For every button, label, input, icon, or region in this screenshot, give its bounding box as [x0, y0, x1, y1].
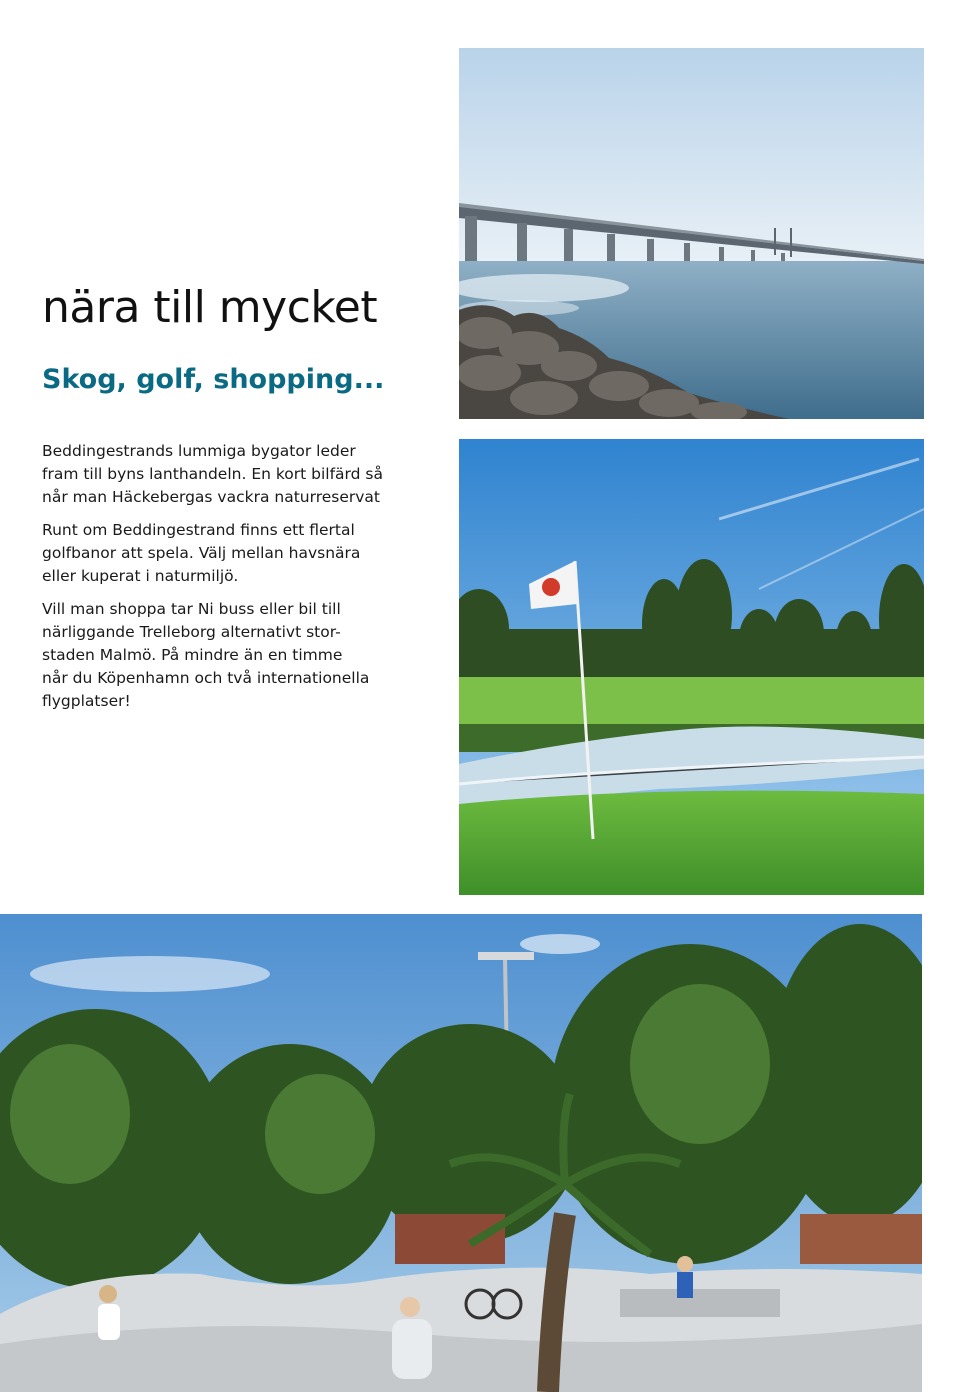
paragraph-golf: [42, 519, 387, 588]
paragraph-line: når man Häckebergas vackra naturreservat: [42, 488, 381, 506]
page-subtitle: Skog, golf, shopping...: [42, 364, 385, 395]
paragraph-line: golfbanor att spela. Välj mellan havsnära: [42, 544, 361, 562]
paragraph-line: når du Köpenhamn och två internationella: [42, 669, 370, 687]
paragraph-line: eller kuperat i naturmiljö.: [42, 567, 239, 585]
golf-course-photo: [459, 439, 924, 895]
page-title: nära till mycket: [42, 282, 378, 333]
paragraph-line: Beddingestrands lummiga bygator leder: [42, 442, 356, 460]
skatepark-photo: [0, 914, 922, 1392]
paragraph-line: Vill man shoppa tar Ni buss eller bil till: [42, 600, 341, 618]
paragraph-line: staden Malmö. På mindre än en timme: [42, 646, 343, 664]
bridge-sea-photo: [459, 48, 924, 419]
paragraph-line: flygplatser!: [42, 692, 131, 710]
paragraph-shopping: [42, 598, 387, 713]
paragraph-line: fram till byns lanthandeln. En kort bilfärd så: [42, 465, 383, 483]
paragraph-village: [42, 440, 387, 509]
paragraph-line: närliggande Trelleborg alternativt stor-: [42, 623, 341, 641]
paragraph-line: Runt om Beddingestrand finns ett flertal: [42, 521, 355, 539]
